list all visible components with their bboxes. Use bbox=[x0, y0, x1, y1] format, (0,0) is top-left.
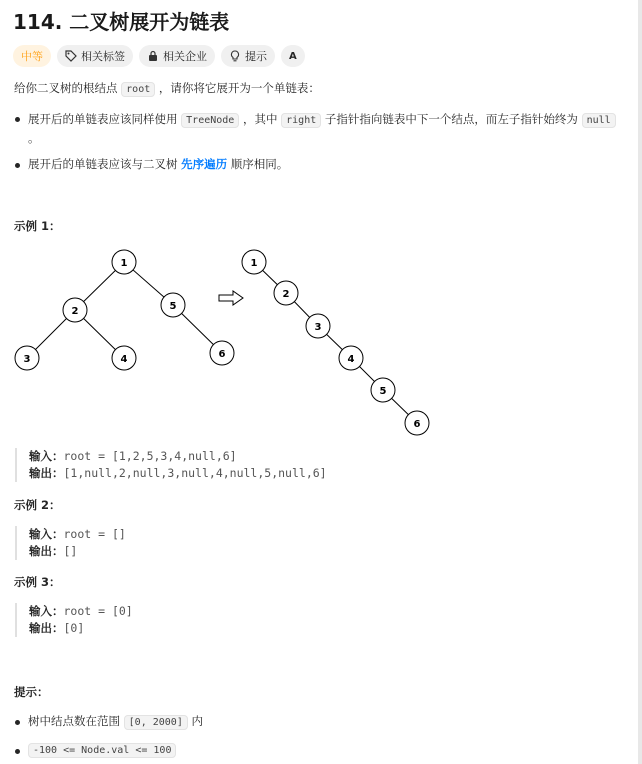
list-node bbox=[339, 346, 363, 370]
tree-node bbox=[210, 341, 234, 365]
example-3-heading: 示例 3： bbox=[14, 575, 61, 589]
example-1-input: root = [1,2,5,3,4,null,6] bbox=[63, 449, 237, 463]
example-1-heading: 示例 1： bbox=[14, 219, 61, 233]
svg-text:2: 2 bbox=[282, 289, 290, 300]
list-node bbox=[306, 314, 330, 338]
related-companies-label: 相关企业 bbox=[163, 50, 207, 63]
example-2-output: [] bbox=[63, 544, 78, 558]
example-3-block: 输入：root = [0] 输出：[0] bbox=[15, 603, 133, 637]
translate-button[interactable] bbox=[281, 45, 305, 67]
svg-text:1: 1 bbox=[250, 258, 258, 269]
right-hollow-arrow-icon bbox=[219, 291, 243, 305]
bullet-dot bbox=[15, 163, 20, 168]
bullet-dot bbox=[15, 117, 20, 122]
svg-text:5: 5 bbox=[169, 301, 177, 312]
preorder-link[interactable]: 先序遍历 bbox=[181, 157, 228, 171]
svg-text:6: 6 bbox=[413, 419, 421, 430]
svg-text:3: 3 bbox=[23, 354, 31, 365]
svg-text:6: 6 bbox=[218, 349, 226, 360]
bullet-dot bbox=[15, 720, 20, 725]
tree-node bbox=[15, 346, 39, 370]
lock-icon bbox=[147, 50, 159, 62]
page-title: 114. 二叉树展开为链表 bbox=[13, 10, 230, 34]
root-code: root bbox=[121, 82, 155, 97]
svg-text:4: 4 bbox=[120, 354, 128, 365]
intro-paragraph: 给你二叉树的根结点 root ，请你将它展开为一个单链表： bbox=[14, 81, 320, 95]
svg-text:1: 1 bbox=[120, 258, 128, 269]
svg-text:3: 3 bbox=[314, 322, 322, 333]
related-companies-button[interactable] bbox=[139, 45, 215, 67]
svg-text:2: 2 bbox=[71, 306, 79, 317]
svg-text:4: 4 bbox=[347, 354, 355, 365]
bullet-1: 展开后的单链表应该同样使用 TreeNode ，其中 right 子指针指向链表中下一个结点，而左子指针始终为 null bbox=[28, 110, 616, 130]
example-1-output: [1,null,2,null,3,null,4,null,5,null,6] bbox=[63, 466, 327, 480]
translate-icon: A bbox=[289, 50, 297, 62]
example-3-output: [0] bbox=[63, 621, 85, 635]
bullet-2: 展开后的单链表应该与二叉树 先序遍历 顺序相同。 bbox=[28, 157, 289, 171]
list-node bbox=[405, 411, 429, 435]
example-1-block: 输入：root = [1,2,5,3,4,null,6] 输出：[1,null,2,null,3,null,4,null,5,null,6] bbox=[15, 448, 327, 482]
example-2-block: 输入：root = [] 输出：[] bbox=[15, 526, 126, 560]
example-2-input: root = [] bbox=[63, 527, 126, 541]
tree-node bbox=[112, 346, 136, 370]
svg-text:5: 5 bbox=[379, 386, 387, 397]
tree-node bbox=[161, 293, 185, 317]
hint-label: 提示 bbox=[245, 50, 267, 63]
example-2-heading: 示例 2： bbox=[14, 498, 61, 512]
difficulty-badge[interactable]: 中等 bbox=[13, 45, 51, 67]
tree-nodes bbox=[15, 250, 234, 370]
related-tags-button[interactable] bbox=[57, 45, 133, 67]
bullet-dot bbox=[15, 749, 20, 754]
list-node bbox=[274, 281, 298, 305]
tag-icon bbox=[65, 50, 77, 62]
constraints-heading: 提示： bbox=[14, 685, 49, 699]
tag-row bbox=[13, 45, 305, 67]
scrollbar-track[interactable] bbox=[638, 0, 642, 764]
list-node bbox=[371, 378, 395, 402]
example-3-input: root = [0] bbox=[63, 604, 133, 618]
list-node bbox=[242, 250, 266, 274]
example-1-diagram bbox=[0, 240, 440, 440]
tree-node bbox=[112, 250, 136, 274]
lightbulb-icon bbox=[229, 50, 241, 62]
constraint-1: 树中结点数在范围 [0, 2000] 内 bbox=[28, 714, 203, 728]
tree-node bbox=[63, 298, 87, 322]
hint-button[interactable] bbox=[221, 45, 275, 67]
constraint-2: -100 <= Node.val <= 100 bbox=[28, 740, 176, 760]
bullet-1-end: 。 bbox=[28, 131, 40, 145]
related-tags-label: 相关标签 bbox=[81, 50, 125, 63]
